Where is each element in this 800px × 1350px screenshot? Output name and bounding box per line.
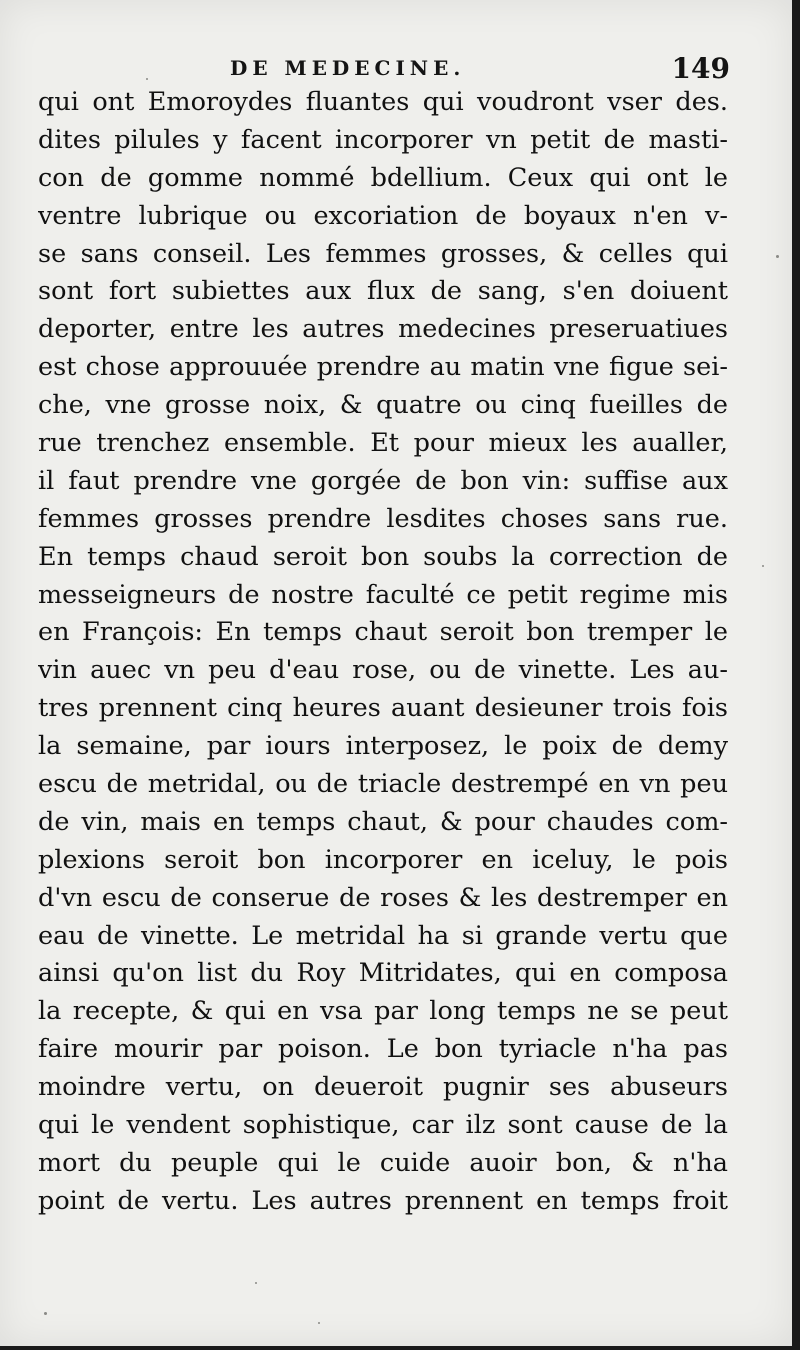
text-line: qui ont Emoroydes fluantes qui voudront vser des. bbox=[38, 87, 728, 117]
text-line: vin auec vn peu d'eau rose, ou de vinette. Les au- bbox=[38, 655, 728, 686]
paper-speck bbox=[255, 1282, 257, 1284]
text-line: qui le vendent sophistique, car ilz sont cause de la bbox=[38, 1110, 728, 1141]
text-line: ainsi qu'on list du Roy Mitridates, qui en composa bbox=[38, 958, 728, 989]
paper-speck bbox=[44, 1312, 47, 1315]
text-line: la semaine, par iours interposez, le poix de demy bbox=[38, 731, 728, 762]
text-line: eau de vinette. Le metridal ha si grande vertu que bbox=[38, 920, 728, 951]
text-line: ventre lubrique ou excoriation de boyaux n'en v- bbox=[38, 200, 728, 231]
text-line: deporter, entre les autres medecines preseruatiues bbox=[38, 314, 728, 345]
paper-speck bbox=[776, 255, 779, 258]
paper-speck bbox=[146, 78, 148, 80]
text-line: de vin, mais en temps chaut, & pour chaudes com- bbox=[38, 806, 728, 837]
text-line: escu de metridal, ou de triacle destrempé en vn peu bbox=[38, 769, 728, 800]
page-number: 149 bbox=[671, 52, 730, 85]
body-text bbox=[38, 84, 728, 1221]
text-line: la recepte, & qui en vsa par long temps ne se peut bbox=[38, 996, 728, 1027]
text-line: En temps chaud seroit bon soubs la correction de bbox=[38, 541, 728, 572]
text-line: con de gomme nommé bdellium. Ceux qui ont le bbox=[38, 162, 728, 193]
text-line: plexions seroit bon incorporer en iceluy, le pois bbox=[38, 844, 728, 875]
paper-speck bbox=[318, 1322, 320, 1324]
text-line: messeigneurs de nostre faculté ce petit regime mis bbox=[38, 579, 728, 610]
text-line: faire mourir par poison. Le bon tyriacle n'ha pas bbox=[38, 1034, 728, 1065]
text-line: est chose approuuée prendre au matin vne figue sei- bbox=[38, 352, 728, 383]
text-line: point de vertu. Les autres prennent en temps froit bbox=[38, 1185, 728, 1216]
text-line: se sans conseil. Les femmes grosses, & celles qui bbox=[38, 238, 728, 269]
text-line: femmes grosses prendre lesdites choses sans rue. bbox=[38, 503, 728, 534]
text-line: dites pilules y facent incorporer vn petit de masti- bbox=[38, 124, 728, 155]
text-line: sont fort subiettes aux flux de sang, s'en doiuent bbox=[38, 276, 728, 307]
text-line: rue trenchez ensemble. Et pour mieux les aualler, bbox=[38, 428, 728, 459]
text-line: d'vn escu de conserue de roses & les destremper en bbox=[38, 882, 728, 913]
text-line: moindre vertu, on deueroit pugnir ses abuseurs bbox=[38, 1072, 728, 1103]
text-line: tres prennent cinq heures auant desieuner trois fois bbox=[38, 693, 728, 724]
paper-speck bbox=[762, 565, 764, 567]
text-line: il faut prendre vne gorgée de bon vin: suffise aux bbox=[38, 465, 728, 496]
text-line: che, vne grosse noix, & quatre ou cinq fueilles de bbox=[38, 390, 728, 421]
text-line: en François: En temps chaut seroit bon tremper le bbox=[38, 617, 728, 648]
running-head: DE MEDECINE. bbox=[230, 56, 466, 80]
text-line: mort du peuple qui le cuide auoir bon, & n'ha bbox=[38, 1147, 728, 1178]
